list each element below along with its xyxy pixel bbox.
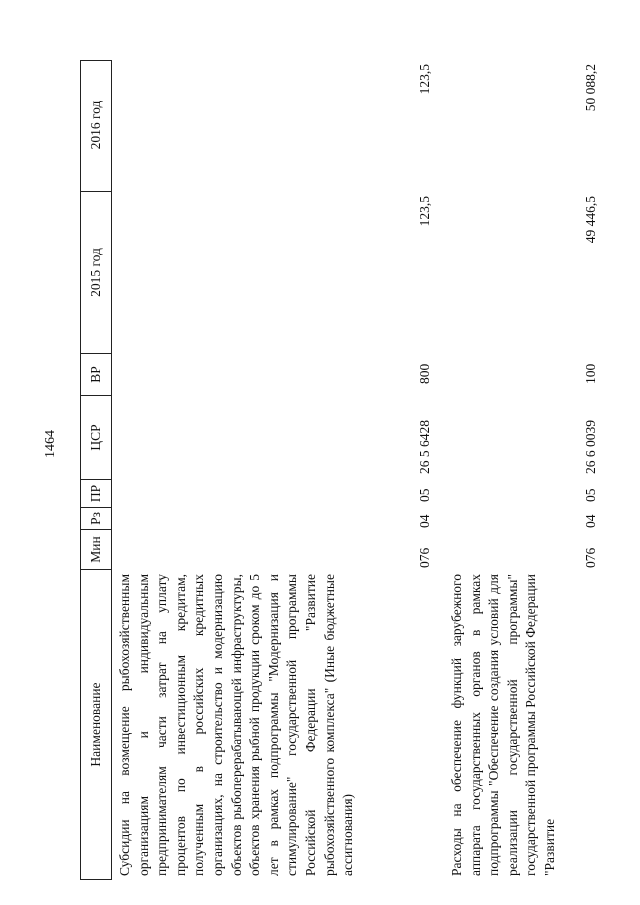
budget-table	[80, 60, 600, 880]
header-vr: ВР	[81, 353, 111, 395]
header-2015: 2015 год	[81, 191, 111, 353]
page-number: 1464	[43, 430, 58, 458]
row-value-2015: 49 446,5	[583, 196, 598, 244]
row-rz: 04	[583, 514, 598, 528]
row-min: 076	[583, 547, 598, 568]
row-name: Субсидии на возмещение рыбохозяйственным организациям и индивидуальным предпринимателям части затрат на уплату процентов по инвестиционным кредитам, полученным в российских кредитных организациях, на строительство и модернизацию объектов рыбоперерабатывающей инфраструктуры, объектов хранения рыбной продукции сроком до 5 лет в рамках подпрограммы "Модернизация и стимулирование" государственной программы Российской Федерации "Развитие рыбохозяйственного комплекса" (Иные бюджетные ассигнования)	[117, 574, 356, 876]
header-csr: ЦСР	[81, 395, 111, 479]
row-rz: 04	[417, 514, 432, 528]
row-pr: 05	[583, 488, 598, 502]
table-header	[80, 60, 112, 880]
row-csr: 26 5 6428	[417, 420, 432, 474]
row-vr: 100	[583, 363, 598, 384]
header-2016: 2016 год	[88, 100, 103, 150]
row-vr: 800	[417, 363, 432, 384]
header-rz: Рз	[81, 507, 111, 529]
header-pr: ПР	[81, 479, 111, 507]
row-value-2015: 123,5	[417, 196, 432, 227]
row-value-2016: 123,5	[417, 64, 432, 95]
row-pr: 05	[417, 488, 432, 502]
table-row	[448, 60, 600, 880]
row-min: 076	[417, 547, 432, 568]
header-name: Наименование	[81, 569, 111, 879]
row-name: Расходы на обеспечение функций зарубежного аппарата государственных органов в рамках подпрограммы "Обеспечение создания условий для реализации государственной программы" государственной программы Российской Федерации "Развитие	[449, 574, 557, 876]
table-row	[116, 60, 434, 880]
header-min: Мин	[81, 529, 111, 569]
row-value-2016: 50 088,2	[583, 64, 598, 112]
row-csr: 26 6 0039	[583, 420, 598, 474]
